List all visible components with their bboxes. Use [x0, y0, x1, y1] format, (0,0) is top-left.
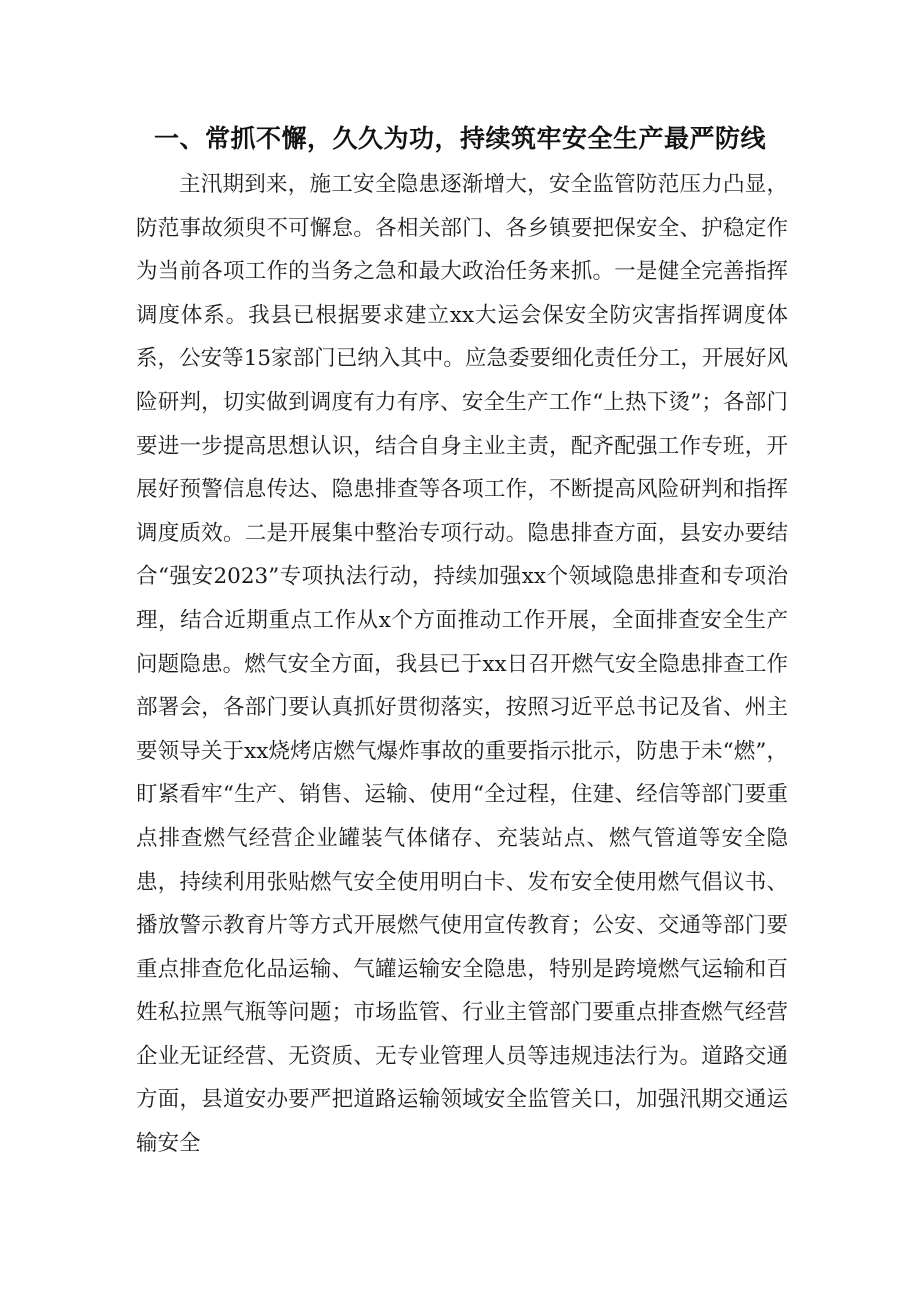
- body-paragraph: 主汛期到来，施工安全隐患逐渐增大，安全监管防范压力凸显，防范事故须臾不可懈怠。各相关部门、各乡镇要把保安全、护稳定作为当前各项工作的当务之急和最大政治任务来抓。一是健全完善指挥调度体系。我县已根据要求建立xx大运会保安全防灾害指挥调度体系，公安等15家部门已纳入其中。应急委要细化责任分工，开展好风险研判，切实做到调度有力有序、安全生产工作“上热下烫”；各部门要进一步提高思想认识，结合自身主业主责，配齐配强工作专班，开展好预警信息传达、隐患排查等各项工作，不断提高风险研判和指挥调度质效。二是开展集中整治专项行动。隐患排查方面，县安办要结合“强安2023”专项执法行动，持续加强xx个领域隐患排查和专项治理，结合近期重点工作从x个方面推动工作开展，全面排查安全生产问题隐患。燃气安全方面，我县已于xx日召开燃气安全隐患排查工作部署会，各部门要认真抓好贯彻落实，按照习近平总书记及省、州主要领导关于xx烧烤店燃气爆炸事故的重要指示批示，防患于未“燃”，盯紧看牢“生产、销售、运输、使用“全过程，住建、经信等部门要重点排查燃气经营企业罐装气体储存、充装站点、燃气管道等安全隐患，持续利用张贴燃气安全使用明白卡、发布安全使用燃气倡议书、播放警示教育片等方式开展燃气使用宣传教育；公安、交通等部门要重点排查危化品运输、气罐运输安全隐患，特别是跨境燃气运输和百姓私拉黑气瓶等问题；市场监管、行业主管部门要重点排查燃气经营企业无证经营、无资质、无专业管理人员等违规违法行为。道路交通方面，县道安办要严把道路运输领域安全监管关口，加强汛期交通运输安全: [136, 172, 788, 1157]
- section-heading: 一、常抓不懈，久久为功，持续筑牢安全生产最严防线: [153, 124, 766, 153]
